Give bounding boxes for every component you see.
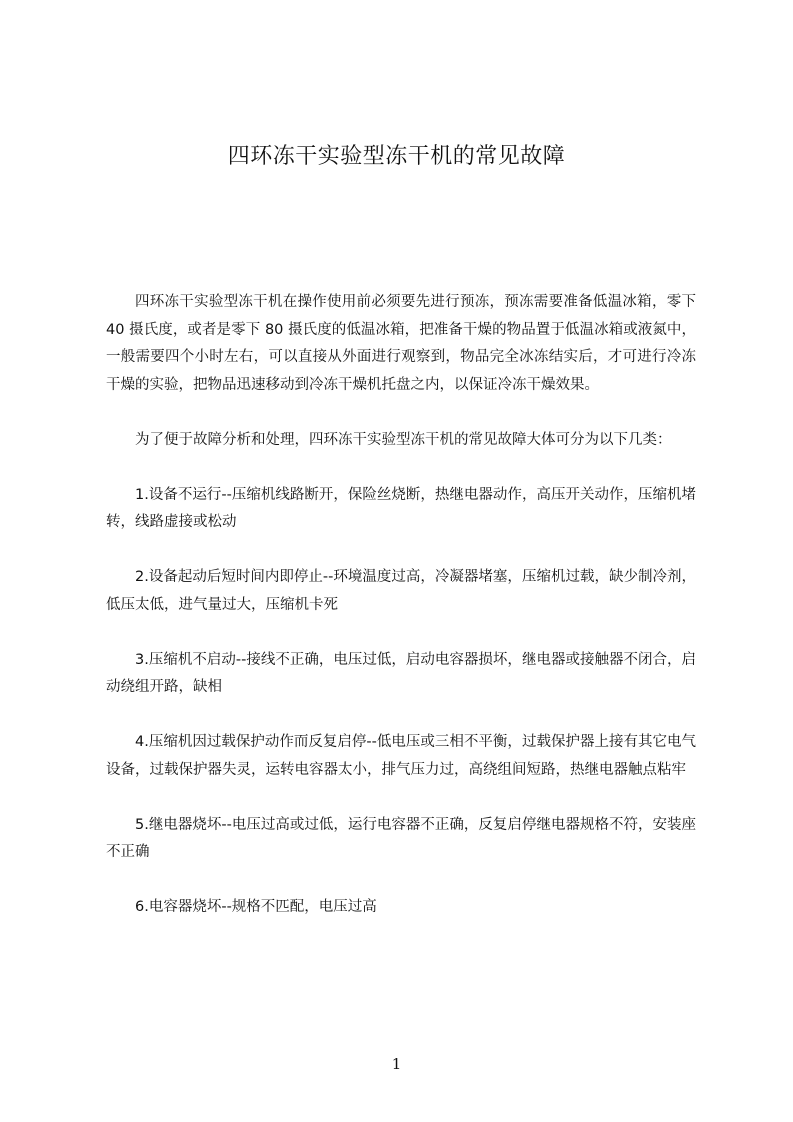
fault-item-5: 5.继电器烧坏--电压过高或过低，运行电容器不正确，反复启停继电器规格不符，安装座不正确 bbox=[106, 816, 696, 860]
page-title: 四环冻干实验型冻干机的常见故障 bbox=[227, 144, 566, 169]
document-body bbox=[106, 289, 696, 922]
fault-item-4: 4.压缩机因过载保护动作而反复启停--低电压或三相不平衡，过载保护器上接有其它电气设备，过载保护器失灵，运转电容器太小，排气压力过，高绕组间短路，热继电器触点粘牢 bbox=[106, 734, 696, 778]
page-number: 1 bbox=[391, 1055, 402, 1073]
fault-item-1: 1.设备不运行--压缩机线路断开，保险丝烧断，热继电器动作，高压开关动作，压缩机堵转，线路虚接或松动 bbox=[106, 486, 696, 530]
intro-paragraph: 四环冻干实验型冻干机在操作使用前必须要先进行预冻，预冻需要准备低温冰箱，零下 40 摄氏度，或者是零下 80 摄氏度的低温冰箱，把准备干燥的物品置于低温冰箱或液氮中，一般需要四个小时左右，可以直接从外面进行观察到，物品完全冰冻结实后，才可进行冷冻干燥的实验，把物品迅速移动到冷冻干燥机托盘之内，以保证冷冻干燥效果。 bbox=[106, 294, 696, 393]
fault-item-2: 2.设备起动后短时间内即停止--环境温度过高，冷凝器堵塞，压缩机过载，缺少制冷剂，低压太低，进气量过大，压缩机卡死 bbox=[106, 569, 696, 613]
fault-item-3: 3.压缩机不启动--接线不正确，电压过低，启动电容器损坏，继电器或接触器不闭合，启动绕组开路，缺相 bbox=[106, 651, 696, 695]
fault-categories-intro: 为了便于故障分析和处理，四环冻干实验型冻干机的常见故障大体可分为以下几类： bbox=[135, 431, 672, 448]
fault-item-6: 6.电容器烧坏--规格不匹配，电压过高 bbox=[135, 899, 377, 915]
